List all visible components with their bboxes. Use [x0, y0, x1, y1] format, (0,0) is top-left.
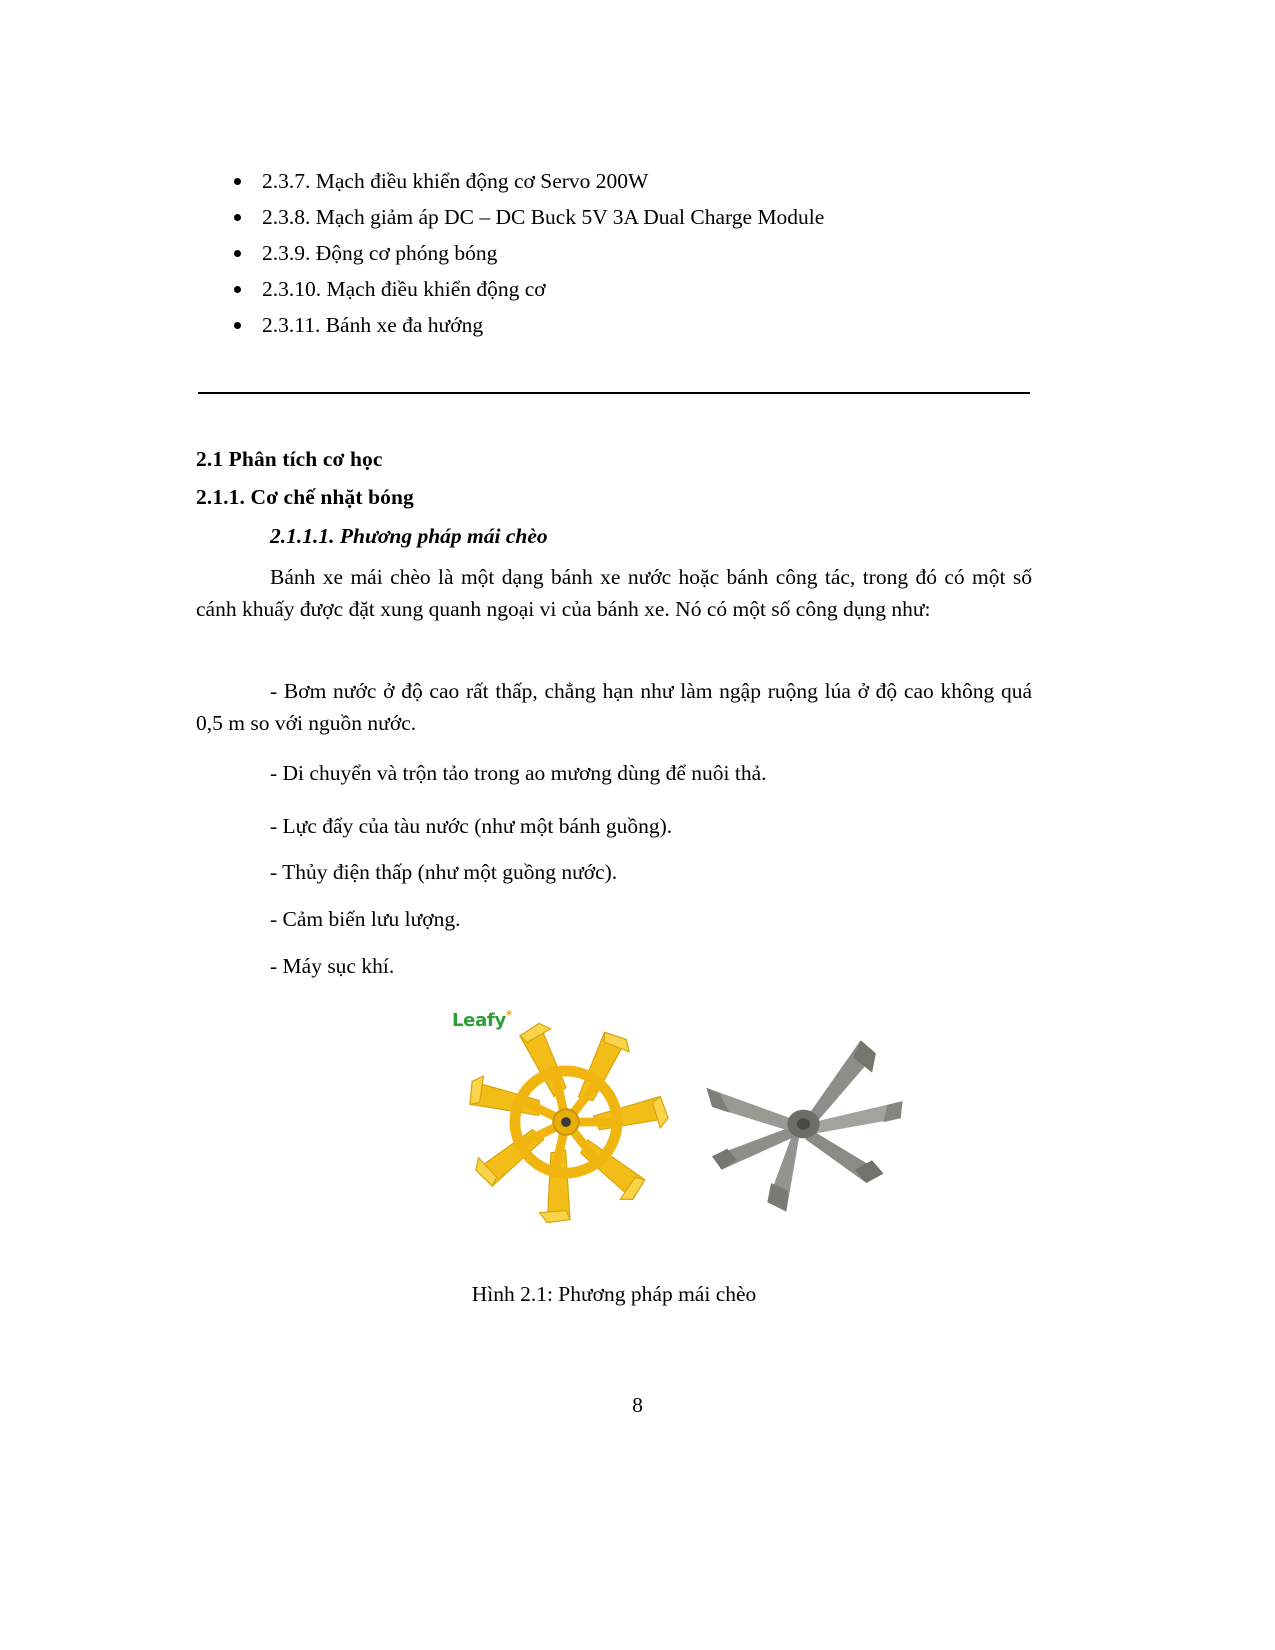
section-heading-1: 2.1 Phân tích cơ học [196, 447, 383, 471]
figure-caption: Hình 2.1: Phương pháp mái chèo [471, 1282, 757, 1306]
list-item [226, 163, 1032, 199]
list-item [226, 235, 1032, 271]
section-heading-2: 2.1.1. Cơ chế nhặt bóng [196, 485, 414, 509]
figure-brand-label: Leafy* [452, 1008, 512, 1031]
list-item-label: 2.3.11. Bánh xe đa hướng [262, 313, 484, 337]
list-item-label: 2.3.7. Mạch điều khiển động cơ Servo 200W [262, 169, 649, 193]
bullet-dot-icon [234, 250, 241, 257]
figure-block [196, 1000, 1032, 1307]
paddle-wheel-yellow-image [458, 1014, 674, 1230]
paragraph-use-2: - Di chuyển và trộn tảo trong ao mương dùng để nuôi thả. [270, 761, 767, 785]
bullet-dot-icon [234, 214, 241, 221]
list-item-label: 2.3.10. Mạch điều khiển động cơ [262, 277, 546, 301]
bullet-dot-icon [234, 322, 241, 329]
section-heading-3: 2.1.1.1. Phương pháp mái chèo [270, 524, 548, 548]
bullet-list [226, 163, 1032, 343]
list-item-label: 2.3.9. Động cơ phóng bóng [262, 241, 498, 265]
paragraph-use-1: - Bơm nước ở độ cao rất thấp, chẳng hạn như làm ngập ruộng lúa ở độ cao không quá 0,5 m so với nguồn nước. [196, 679, 1032, 735]
paddle-wheel-grey-image [696, 1024, 911, 1224]
figure-images [196, 1000, 1032, 1235]
list-item [226, 271, 1032, 307]
brand-asterisk-icon: * [505, 1008, 512, 1022]
paragraph-use-6: - Máy sục khí. [270, 954, 395, 978]
page-number: 8 [632, 1393, 643, 1417]
paragraph-use-3: - Lực đẩy của tàu nước (như một bánh guồng). [270, 814, 673, 838]
list-item-label: 2.3.8. Mạch giảm áp DC – DC Buck 5V 3A Dual Charge Module [262, 205, 825, 229]
paragraph-intro: Bánh xe mái chèo là một dạng bánh xe nước hoặc bánh công tác, trong đó có một số cánh khuấy được đặt xung quanh ngoại vi của bánh xe. Nó có một số công dụng như: [196, 565, 1032, 621]
bullet-dot-icon [234, 178, 241, 185]
paragraph-use-4: - Thủy điện thấp (như một guồng nước). [270, 860, 618, 884]
paragraph-use-5: - Cảm biến lưu lượng. [270, 907, 461, 931]
list-item [226, 307, 1032, 343]
list-item [226, 199, 1032, 235]
section-divider [198, 392, 1030, 394]
bullet-dot-icon [234, 286, 241, 293]
